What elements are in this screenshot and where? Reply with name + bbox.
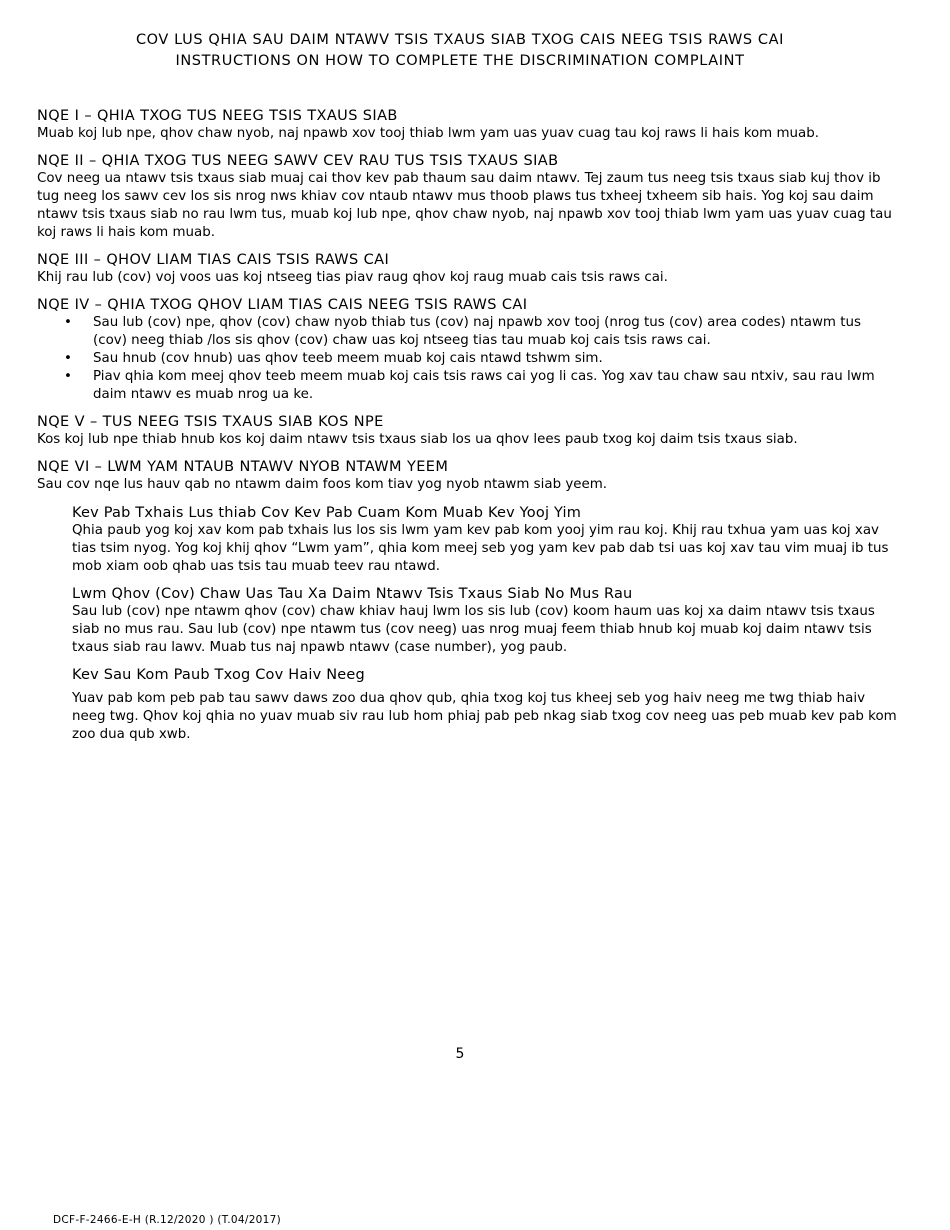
title-hmong: COV LUS QHIA SAU DAIM NTAWV TSIS TXAUS SIAB TXOG CAIS NEEG TSIS RAWS CAI bbox=[135, 32, 785, 48]
section-body: Kos koj lub npe thiab hnub kos koj daim ntawv tsis txaus siab los ua qhov lees paub txog koj daim tsis txaus siab. bbox=[37, 432, 798, 447]
section-heading: NQE II – QHIA TXOG TUS NEEG SAWV CEV RAU TUS TSIS TXAUS SIAB bbox=[37, 153, 559, 169]
list-item-text: Piav qhia kom meej qhov teeb meem muab koj cais tsis raws cai yog li cas. Yog xav tau chaw sau ntxiv, sau rau lwm daim ntawv es muab nrog ua ke. bbox=[93, 369, 875, 402]
section-heading: NQE I – QHIA TXOG TUS NEEG TSIS TXAUS SIAB bbox=[37, 108, 398, 124]
list-item bbox=[37, 314, 899, 350]
document-content bbox=[37, 107, 899, 753]
subsection-heading: Kev Pab Txhais Lus thiab Cov Kev Pab Cuam Kom Muab Kev Yooj Yim bbox=[72, 505, 582, 521]
section-body: Sau cov nqe lus hauv qab no ntawm daim foos kom tiav yog nyob ntawm siab yeem. bbox=[37, 477, 608, 492]
section-3 bbox=[37, 251, 899, 287]
section-heading: NQE IV – QHIA TXOG QHOV LIAM TIAS CAIS NEEG TSIS RAWS CAI bbox=[37, 297, 528, 313]
bullet-icon: • bbox=[64, 369, 72, 384]
section-2 bbox=[37, 152, 899, 242]
section-4 bbox=[37, 296, 899, 404]
section-body: Khij rau lub (cov) voj voos uas koj ntseeg tias piav raug qhov koj raug muab cais tsis raws cai. bbox=[37, 270, 668, 285]
list-item-text: Sau hnub (cov hnub) uas qhov teeb meem muab koj cais ntawd tshwm sim. bbox=[93, 351, 603, 366]
subsection-ethnicity bbox=[72, 666, 899, 744]
subsection-other-agencies bbox=[72, 585, 899, 657]
bullet-list bbox=[37, 314, 899, 404]
subsection-heading: Kev Sau Kom Paub Txog Cov Haiv Neeg bbox=[72, 667, 365, 683]
bullet-icon: • bbox=[64, 351, 72, 366]
section-heading: NQE V – TUS NEEG TSIS TXAUS SIAB KOS NPE bbox=[37, 414, 384, 430]
title-english: INSTRUCTIONS ON HOW TO COMPLETE THE DISCRIMINATION COMPLAINT bbox=[175, 53, 745, 69]
form-footer-code: DCF-F-2466-E-H (R.12/2020 ) (T.04/2017) bbox=[53, 1214, 282, 1226]
subsection-body: Qhia paub yog koj xav kom pab txhais lus los sis lwm yam kev pab kom yooj yim rau koj. Khij rau txhua yam uas koj xav tias tsim nyog. Yog koj khij qhov “Lwm yam”, qhia kom meej seb yog yam kev pab dab tsi uas koj xav tau vim muaj ib tus mob xiam oob qhab uas tsis tau muab teev rau ntawd. bbox=[72, 523, 889, 574]
subsection-body: Sau lub (cov) npe ntawm qhov (cov) chaw khiav hauj lwm los sis lub (cov) koom haum uas koj xa daim ntawv tsis txaus siab no mus rau. Sau lub (cov) npe ntawm tus (cov neeg) uas nrog muaj feem thiab hnub koj muab koj daim ntawv tsis txaus siab rau lawv. Muab tus naj npawb ntawv (case number), yog paub. bbox=[72, 604, 875, 655]
section-body: Muab koj lub npe, qhov chaw nyob, naj npawb xov tooj thiab lwm yam uas yuav cuag tau koj raws li hais kom muab. bbox=[37, 126, 819, 141]
section-heading: NQE III – QHOV LIAM TIAS CAIS TSIS RAWS CAI bbox=[37, 252, 390, 268]
optional-subsections bbox=[72, 504, 899, 744]
page-number: 5 bbox=[455, 1046, 465, 1062]
section-heading: NQE VI – LWM YAM NTAUB NTAWV NYOB NTAWM YEEM bbox=[37, 459, 449, 475]
section-body: Cov neeg ua ntawv tsis txaus siab muaj cai thov kev pab thaum sau daim ntawv. Tej zaum tus neeg tsis txaus siab kuj thov ib tug neeg los sawv cev los sis nrog nws khiav cov ntaub ntawv mus thoob plaws tus txheej txheem sib hais. Yog koj sau daim ntawv tsis txaus siab no rau lwm tus, muab koj lub npe, qhov chaw nyob, naj npawb xov tooj thiab lwm yam uas yuav cuag tau koj raws li hais kom muab. bbox=[37, 171, 892, 240]
section-1 bbox=[37, 107, 899, 143]
section-5 bbox=[37, 413, 899, 449]
section-6 bbox=[37, 458, 899, 744]
subsection-body: Yuav pab kom peb pab tau sawv daws zoo dua qhov qub, qhia txog koj tus kheej seb yog haiv neeg me twg thiab haiv neeg twg. Qhov koj qhia no yuav muab siv rau lub hom phiaj pab peb nkag siab txog cov neeg uas peb muab kev pab kom zoo dua qub xwb. bbox=[72, 691, 897, 742]
list-item bbox=[37, 368, 899, 404]
list-item bbox=[37, 350, 899, 368]
bullet-icon: • bbox=[64, 315, 72, 330]
subsection-heading: Lwm Qhov (Cov) Chaw Uas Tau Xa Daim Ntawv Tsis Txaus Siab No Mus Rau bbox=[72, 586, 633, 602]
list-item-text: Sau lub (cov) npe, qhov (cov) chaw nyob thiab tus (cov) naj npawb xov tooj (nrog tus (cov) area codes) ntawm tus (cov) neeg thiab /los sis qhov (cov) chaw uas koj ntseeg tias tau muab koj cais tsis raws cai. bbox=[93, 315, 861, 348]
document-title bbox=[0, 30, 920, 72]
subsection-language-assistance bbox=[72, 504, 899, 576]
